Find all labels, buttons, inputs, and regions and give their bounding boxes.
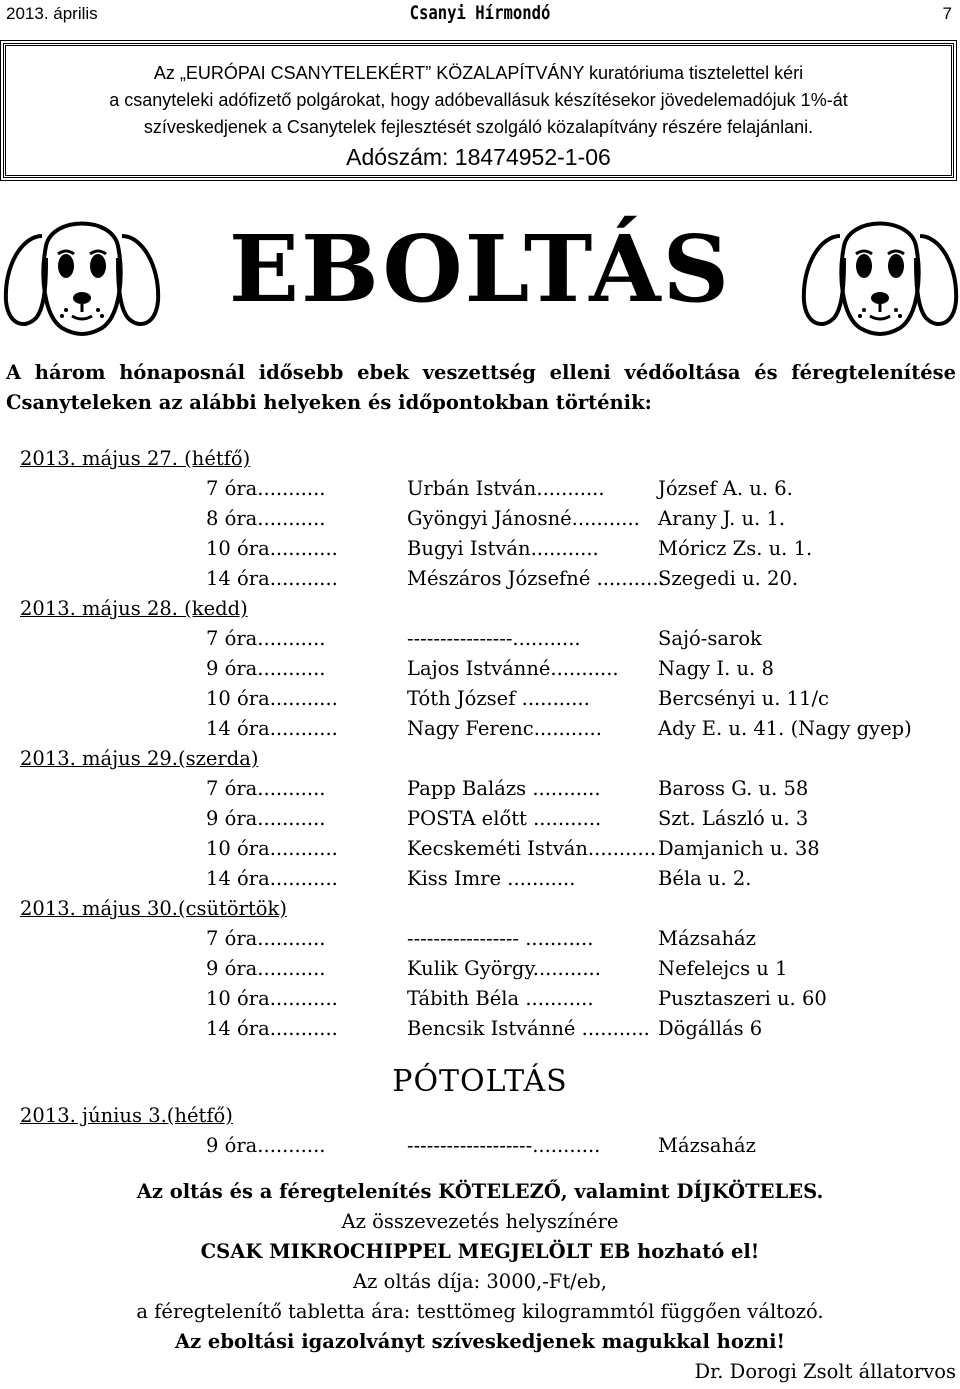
certificate-notice: Az eboltási igazolványt szíveskedjenek magukkal hozni! [174,1330,786,1353]
schedule-row [206,627,762,650]
row-person: Urbán István........... [407,477,605,500]
schedule-row [206,867,752,890]
row-person: Mészáros Józsefné ........... [407,567,665,590]
row-time: 9 óra........... [206,957,326,980]
row-place: Mázsaház [658,1134,756,1157]
newspaper-name: Csanyi Hírmondó [409,2,551,24]
row-person: Kiss Imre ........... [407,867,576,890]
row-person: Bencsik Istvánné ........... [407,1017,650,1040]
tablet-price-notice: a féregtelenítő tabletta ára: testtömeg kilogrammtól függően változó. [136,1300,824,1323]
foundation-notice-box [3,43,954,178]
dog-face-icon [2,206,162,338]
row-place: Ady E. u. 41. (Nagy gyep) [658,717,912,740]
page-header [0,0,960,30]
row-time: 9 óra........... [206,657,326,680]
row-person: Tábith Béla ........... [407,987,594,1010]
mandatory-notice: Az oltás és a féregtelenítés KÖTELEZŐ, valamint DÍJKÖTELES. [136,1180,824,1203]
gathering-notice: Az összevezetés helyszínére [341,1210,619,1233]
schedule-row [206,777,808,800]
row-person: Bugyi István........... [407,537,599,560]
row-place: Nefelejcs u 1 [658,957,788,980]
schedule-row [206,537,812,560]
row-time: 10 óra........... [206,987,338,1010]
schedule-row [206,837,820,860]
row-place: Szt. László u. 3 [658,807,809,830]
schedule-row [206,657,774,680]
intro-line-2: Csanyteleken az alábbi helyeken és időpontokban történik: [6,391,652,414]
intro-paragraph [6,358,956,418]
row-person: Papp Balázs ........... [407,777,601,800]
row-place: Móricz Zs. u. 1. [658,537,813,560]
notice-line-2: a csanyteleki adófizető polgárokat, hogy adóbevallásuk készítésekor jövedelemadójuk 1%-át [109,90,848,110]
schedule-row [206,807,808,830]
row-place: Mázsaház [658,927,756,950]
row-person: ----------------........... [407,627,581,650]
schedule-row [206,477,793,500]
signature: Dr. Dorogi Zsolt állatorvos [694,1360,956,1383]
schedule-day: 2013. május 27. (hétfő) [20,447,251,470]
row-time: 8 óra........... [206,507,326,530]
schedule-day: 2013. május 30.(csütörtök) [20,897,287,920]
schedule-day: 2013. május 29.(szerda) [20,747,259,770]
row-person: Lajos Istvánné........... [407,657,619,680]
schedule-row [206,1017,762,1040]
microchip-notice: CSAK MIKROCHIPPEL MEGJELÖLT EB hozható el! [200,1240,760,1263]
row-time: 7 óra........... [206,927,326,950]
row-place: Szegedi u. 20. [658,567,799,590]
schedule-row [206,717,912,740]
schedule-row [206,927,756,950]
schedule-day: 2013. május 28. (kedd) [20,597,248,620]
row-person: Gyöngyi Jánosné........... [407,507,640,530]
row-place: Arany J. u. 1. [658,507,786,530]
row-place: József A. u. 6. [658,477,793,500]
row-time: 14 óra........... [206,717,338,740]
row-place: Baross G. u. 58 [658,777,809,800]
row-place: Nagy I. u. 8 [658,657,774,680]
row-time: 7 óra........... [206,777,326,800]
makeup-day: 2013. június 3.(hétfő) [20,1104,233,1127]
row-time: 7 óra........... [206,477,326,500]
intro-line-1: A három hónaposnál idősebb ebek veszettség elleni védőoltása és féregtelenítése [6,361,956,384]
row-person: ----------------- ........... [407,927,594,950]
row-time: 9 óra........... [206,1134,326,1157]
row-place: Pusztaszeri u. 60 [658,987,827,1010]
tax-number: Adószám: 18474952-1-06 [346,144,611,170]
schedule-row [206,507,785,530]
schedule-row [206,987,827,1010]
row-person: POSTA előtt ........... [407,807,602,830]
schedule-row [206,567,798,590]
row-person: Kulik György........... [407,957,601,980]
row-time: 14 óra........... [206,567,338,590]
row-time: 7 óra........... [206,627,326,650]
row-person: Nagy Ferenc........... [407,717,602,740]
row-time: 10 óra........... [206,537,338,560]
schedule-row [206,1134,756,1157]
row-person: Tóth József ........... [407,687,590,710]
row-person: Kecskeméti István........... [407,837,657,860]
row-time: 10 óra........... [206,687,338,710]
row-time: 14 óra........... [206,867,338,890]
schedule-row [206,687,829,710]
eboltas-title: EBOLTÁS [228,215,732,323]
row-place: Béla u. 2. [658,867,752,890]
dog-face-icon [800,206,960,338]
row-place: Bercsényi u. 11/c [658,687,829,710]
notice-line-3: szíveskedjenek a Csanytelek fejlesztését szolgáló közalapítvány részére felajánlani. [143,117,814,137]
row-time: 9 óra........... [206,807,326,830]
fee-notice: Az oltás díja: 3000,-Ft/eb, [353,1270,607,1293]
row-time: 14 óra........... [206,1017,338,1040]
row-place: Dögállás 6 [658,1017,763,1040]
page-number: 7 [942,4,952,23]
row-place: Damjanich u. 38 [658,837,820,860]
makeup-title: PÓTOLTÁS [392,1064,568,1099]
notice-line-1: Az „EURÓPAI CSANYTELEKÉRT” KÖZALAPÍTVÁNY kuratóriuma tisztelettel kéri [153,63,804,83]
issue-date: 2013. április [6,4,98,23]
row-time: 10 óra........... [206,837,338,860]
row-place: Sajó-sarok [658,627,762,650]
row-person: -------------------........... [407,1134,601,1157]
schedule-row [206,957,787,980]
